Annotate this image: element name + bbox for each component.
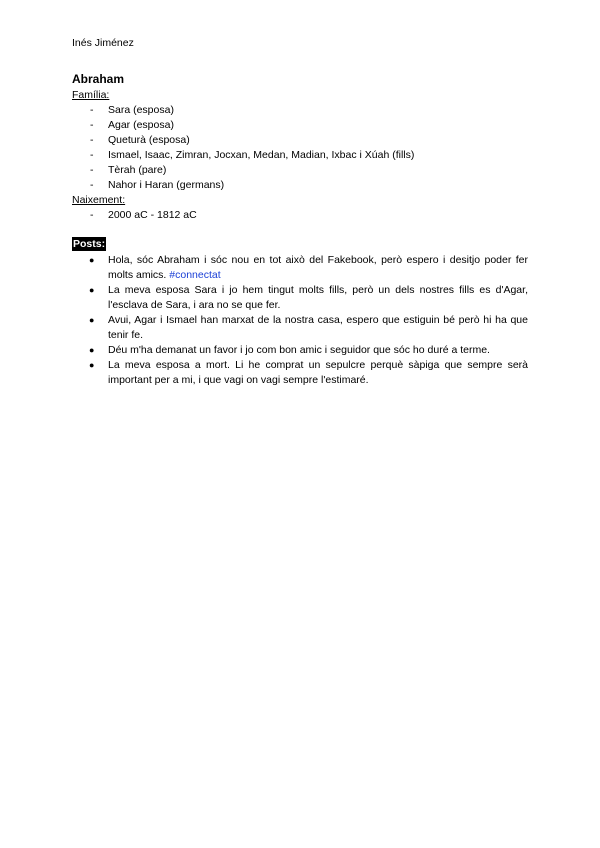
post-item — [72, 283, 528, 313]
list-marker: - — [90, 119, 94, 131]
family-list — [72, 103, 528, 193]
post-text: La meva esposa a mort. Li he comprat un sepulcre perquè sàpiga que sempre serà important per a mi, i que vagi on vagi sempre l'estimaré. — [108, 359, 528, 386]
family-item-text: Queturà (esposa) — [108, 134, 190, 146]
family-item-text: Ismael, Isaac, Zimran, Jocxan, Medan, Madian, Ixbac i Xúah (fills) — [108, 149, 415, 161]
post-text: La meva esposa Sara i jo hem tingut molts fills, però un dels nostres fills es d'Agar, l'esclava de Sara, i ara no se que fer. — [108, 284, 528, 311]
list-marker: - — [90, 134, 94, 146]
post-item — [72, 313, 528, 343]
hashtag-link[interactable]: #connectat — [169, 269, 221, 281]
list-marker: - — [90, 149, 94, 161]
family-item-text: Nahor i Haran (germans) — [108, 179, 225, 191]
posts-list — [72, 253, 528, 388]
post-item — [72, 253, 528, 283]
birth-item — [72, 208, 528, 223]
family-item — [72, 163, 528, 178]
family-item-text: Agar (esposa) — [108, 119, 174, 131]
profile-name: Abraham — [72, 72, 125, 86]
birth-item-text: 2000 aC - 1812 aC — [108, 209, 197, 221]
post-text: Avui, Agar i Ismael han marxat de la nostra casa, espero que estiguin bé però hi ha que tenir fe. — [108, 314, 528, 341]
bullet-icon: ● — [89, 360, 95, 370]
post-item — [72, 358, 528, 388]
list-marker: - — [90, 209, 94, 221]
family-item — [72, 178, 528, 193]
family-item — [72, 133, 528, 148]
list-marker: - — [90, 104, 94, 116]
post-item — [72, 343, 528, 358]
author-name: Inés Jiménez — [72, 37, 134, 49]
document-body — [72, 71, 528, 388]
post-text: Déu m'ha demanat un favor i jo com bon amic i seguidor que sóc ho duré a terme. — [108, 344, 490, 356]
bullet-icon: ● — [89, 345, 95, 355]
family-item-text: Sara (esposa) — [108, 104, 174, 116]
post-text: Hola, sóc Abraham i sóc nou en tot això del Fakebook, però espero i desitjo poder fer molts amics. — [108, 254, 528, 281]
family-item — [72, 118, 528, 133]
list-marker: - — [90, 164, 94, 176]
birth-list — [72, 208, 528, 223]
family-item — [72, 103, 528, 118]
posts-label: Posts: — [73, 238, 106, 250]
family-label: Família: — [72, 89, 110, 101]
birth-label: Naixement: — [72, 194, 126, 206]
section-spacer — [72, 223, 528, 237]
list-marker: - — [90, 179, 94, 191]
family-item-text: Tèrah (pare) — [108, 164, 167, 176]
bullet-icon: ● — [89, 315, 95, 325]
bullet-icon: ● — [89, 285, 95, 295]
bullet-icon: ● — [89, 255, 95, 265]
family-item — [72, 148, 528, 163]
